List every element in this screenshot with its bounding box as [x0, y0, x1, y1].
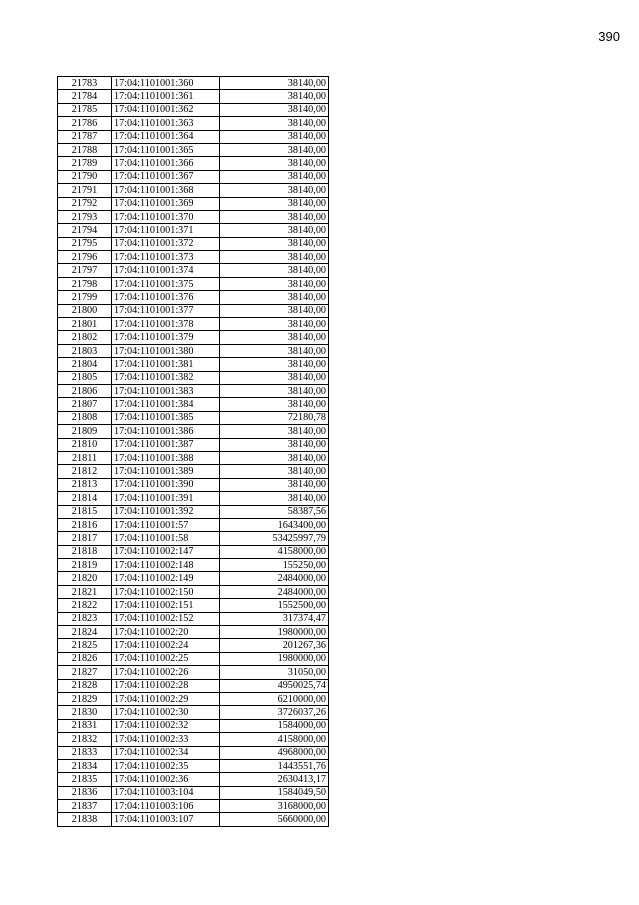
table-row: [58, 331, 329, 344]
cadastral-number-cell: 17:04:1101001:57: [112, 518, 220, 531]
cadastral-value-cell: 38140,00: [220, 398, 329, 411]
cadastral-number-cell: 17:04:1101001:381: [112, 358, 220, 371]
cadastral-number-cell: 17:04:1101002:150: [112, 585, 220, 598]
row-number-cell: 21809: [58, 425, 112, 438]
row-number-cell: 21810: [58, 438, 112, 451]
table-row: [58, 398, 329, 411]
table-row: [58, 251, 329, 264]
cadastral-number-cell: 17:04:1101001:373: [112, 251, 220, 264]
cadastral-number-cell: 17:04:1101001:363: [112, 117, 220, 130]
table-row: [58, 264, 329, 277]
table-row: [58, 344, 329, 357]
cadastral-value-cell: 53425997,79: [220, 532, 329, 545]
cadastral-number-cell: 17:04:1101001:384: [112, 398, 220, 411]
cadastral-number-cell: 17:04:1101002:25: [112, 652, 220, 665]
table-row: [58, 184, 329, 197]
row-number-cell: 21816: [58, 518, 112, 531]
table-row: [58, 759, 329, 772]
cadastral-value-cell: 2484000,00: [220, 572, 329, 585]
cadastral-value-cell: 38140,00: [220, 318, 329, 331]
table-row: [58, 572, 329, 585]
cadastral-number-cell: 17:04:1101001:388: [112, 451, 220, 464]
table-row: [58, 626, 329, 639]
row-number-cell: 21796: [58, 251, 112, 264]
cadastral-value-cell: 58387,56: [220, 505, 329, 518]
cadastral-number-cell: 17:04:1101001:371: [112, 224, 220, 237]
row-number-cell: 21786: [58, 117, 112, 130]
table-row: [58, 719, 329, 732]
row-number-cell: 21793: [58, 210, 112, 223]
row-number-cell: 21824: [58, 626, 112, 639]
table-row: [58, 532, 329, 545]
cadastral-value-cell: 72180,78: [220, 411, 329, 424]
cadastral-number-cell: 17:04:1101002:148: [112, 559, 220, 572]
table-row: [58, 706, 329, 719]
cadastral-number-cell: 17:04:1101003:104: [112, 786, 220, 799]
table-row: [58, 130, 329, 143]
row-number-cell: 21819: [58, 559, 112, 572]
cadastral-value-cell: 38140,00: [220, 130, 329, 143]
row-number-cell: 21794: [58, 224, 112, 237]
cadastral-number-cell: 17:04:1101001:362: [112, 103, 220, 116]
cadastral-number-cell: 17:04:1101002:151: [112, 599, 220, 612]
row-number-cell: 21811: [58, 451, 112, 464]
row-number-cell: 21799: [58, 291, 112, 304]
row-number-cell: 21791: [58, 184, 112, 197]
cadastral-value-cell: 1980000,00: [220, 652, 329, 665]
cadastral-value-cell: 38140,00: [220, 197, 329, 210]
cadastral-value-cell: 38140,00: [220, 492, 329, 505]
cadastral-value-cell: 38140,00: [220, 465, 329, 478]
row-number-cell: 21836: [58, 786, 112, 799]
table-row: [58, 117, 329, 130]
cadastral-number-cell: 17:04:1101002:26: [112, 666, 220, 679]
cadastral-value-cell: 38140,00: [220, 210, 329, 223]
row-number-cell: 21808: [58, 411, 112, 424]
row-number-cell: 21805: [58, 371, 112, 384]
cadastral-number-cell: 17:04:1101001:372: [112, 237, 220, 250]
row-number-cell: 21826: [58, 652, 112, 665]
table-row: [58, 492, 329, 505]
cadastral-number-cell: 17:04:1101001:368: [112, 184, 220, 197]
table-row: [58, 559, 329, 572]
cadastral-value-cell: 31050,00: [220, 666, 329, 679]
table-row: [58, 411, 329, 424]
cadastral-value-cell: 4950025,74: [220, 679, 329, 692]
cadastral-value-cell: 38140,00: [220, 77, 329, 90]
cadastral-number-cell: 17:04:1101001:374: [112, 264, 220, 277]
cadastral-value-cell: 38140,00: [220, 103, 329, 116]
cadastral-value-cell: 38140,00: [220, 384, 329, 397]
cadastral-number-cell: 17:04:1101001:367: [112, 170, 220, 183]
page-number: 390: [598, 29, 620, 44]
row-number-cell: 21800: [58, 304, 112, 317]
table-row: [58, 505, 329, 518]
cadastral-value-cell: 38140,00: [220, 117, 329, 130]
row-number-cell: 21834: [58, 759, 112, 772]
cadastral-value-cell: 1584000,00: [220, 719, 329, 732]
row-number-cell: 21831: [58, 719, 112, 732]
row-number-cell: 21804: [58, 358, 112, 371]
cadastral-number-cell: 17:04:1101001:361: [112, 90, 220, 103]
row-number-cell: 21837: [58, 800, 112, 813]
cadastral-value-cell: 2630413,17: [220, 773, 329, 786]
table-row: [58, 371, 329, 384]
table-row: [58, 612, 329, 625]
table-row: [58, 465, 329, 478]
table-row: [58, 237, 329, 250]
row-number-cell: 21827: [58, 666, 112, 679]
table-row: [58, 666, 329, 679]
table-row: [58, 143, 329, 156]
table-row: [58, 224, 329, 237]
row-number-cell: 21830: [58, 706, 112, 719]
table-row: [58, 103, 329, 116]
row-number-cell: 21817: [58, 532, 112, 545]
cadastral-value-cell: 201267,36: [220, 639, 329, 652]
row-number-cell: 21823: [58, 612, 112, 625]
table-row: [58, 746, 329, 759]
cadastral-number-cell: 17:04:1101001:392: [112, 505, 220, 518]
cadastral-value-cell: 38140,00: [220, 291, 329, 304]
table-row: [58, 518, 329, 531]
cadastral-number-cell: 17:04:1101001:360: [112, 77, 220, 90]
row-number-cell: 21784: [58, 90, 112, 103]
cadastral-value-cell: 3726037,26: [220, 706, 329, 719]
cadastral-number-cell: 17:04:1101001:385: [112, 411, 220, 424]
cadastral-value-cell: 38140,00: [220, 184, 329, 197]
row-number-cell: 21807: [58, 398, 112, 411]
row-number-cell: 21785: [58, 103, 112, 116]
table-row: [58, 197, 329, 210]
table-row: [58, 90, 329, 103]
cadastral-number-cell: 17:04:1101001:387: [112, 438, 220, 451]
row-number-cell: 21783: [58, 77, 112, 90]
cadastral-number-cell: 17:04:1101001:376: [112, 291, 220, 304]
row-number-cell: 21815: [58, 505, 112, 518]
cadastral-value-cell: 38140,00: [220, 451, 329, 464]
cadastral-number-cell: 17:04:1101001:366: [112, 157, 220, 170]
table-row: [58, 652, 329, 665]
cadastral-value-cell: 4968000,00: [220, 746, 329, 759]
cadastral-value-cell: 38140,00: [220, 358, 329, 371]
table-row: [58, 813, 329, 826]
cadastral-value-cell: 38140,00: [220, 251, 329, 264]
table-row: [58, 639, 329, 652]
cadastral-number-cell: 17:04:1101001:379: [112, 331, 220, 344]
cadastral-value-cell: 38140,00: [220, 331, 329, 344]
table-row: [58, 585, 329, 598]
cadastral-number-cell: 17:04:1101001:378: [112, 318, 220, 331]
table-row: [58, 786, 329, 799]
table-row: [58, 170, 329, 183]
row-number-cell: 21789: [58, 157, 112, 170]
table-row: [58, 545, 329, 558]
row-number-cell: 21801: [58, 318, 112, 331]
row-number-cell: 21798: [58, 277, 112, 290]
cadastral-number-cell: 17:04:1101002:35: [112, 759, 220, 772]
cadastral-value-cell: 38140,00: [220, 143, 329, 156]
cadastral-number-cell: 17:04:1101002:147: [112, 545, 220, 558]
cadastral-value-cell: 38140,00: [220, 478, 329, 491]
table-row: [58, 425, 329, 438]
row-number-cell: 21835: [58, 773, 112, 786]
table-row: [58, 679, 329, 692]
cadastral-value-cell: 1643400,00: [220, 518, 329, 531]
table-row: [58, 800, 329, 813]
cadastral-number-cell: 17:04:1101001:389: [112, 465, 220, 478]
row-number-cell: 21797: [58, 264, 112, 277]
cadastral-number-cell: 17:04:1101001:364: [112, 130, 220, 143]
cadastral-value-cell: 2484000,00: [220, 585, 329, 598]
cadastral-value-cell: 38140,00: [220, 277, 329, 290]
cadastral-number-cell: 17:04:1101002:30: [112, 706, 220, 719]
cadastral-value-cell: 38140,00: [220, 237, 329, 250]
row-number-cell: 21802: [58, 331, 112, 344]
row-number-cell: 21829: [58, 692, 112, 705]
cadastral-value-cell: 6210000,00: [220, 692, 329, 705]
cadastral-number-cell: 17:04:1101002:36: [112, 773, 220, 786]
table-row: [58, 438, 329, 451]
cadastral-number-cell: 17:04:1101003:107: [112, 813, 220, 826]
table-row: [58, 478, 329, 491]
cadastral-value-cell: 38140,00: [220, 224, 329, 237]
cadastral-value-cell: 1584049,50: [220, 786, 329, 799]
cadastral-value-cell: 1443551,76: [220, 759, 329, 772]
table-row: [58, 210, 329, 223]
cadastral-number-cell: 17:04:1101001:390: [112, 478, 220, 491]
cadastral-value-cell: 1552500,00: [220, 599, 329, 612]
cadastral-number-cell: 17:04:1101002:29: [112, 692, 220, 705]
table-row: [58, 773, 329, 786]
row-number-cell: 21833: [58, 746, 112, 759]
cadastral-number-cell: 17:04:1101002:32: [112, 719, 220, 732]
cadastral-number-cell: 17:04:1101002:20: [112, 626, 220, 639]
table-row: [58, 304, 329, 317]
row-number-cell: 21790: [58, 170, 112, 183]
cadastral-number-cell: 17:04:1101002:24: [112, 639, 220, 652]
table-row: [58, 451, 329, 464]
cadastral-number-cell: 17:04:1101002:152: [112, 612, 220, 625]
cadastral-value-cell: 155250,00: [220, 559, 329, 572]
cadastral-value-cell: 38140,00: [220, 90, 329, 103]
row-number-cell: 21838: [58, 813, 112, 826]
cadastral-number-cell: 17:04:1101001:383: [112, 384, 220, 397]
cadastral-value-cell: 317374,47: [220, 612, 329, 625]
table-row: [58, 358, 329, 371]
row-number-cell: 21812: [58, 465, 112, 478]
row-number-cell: 21828: [58, 679, 112, 692]
cadastral-number-cell: 17:04:1101003:106: [112, 800, 220, 813]
cadastral-number-cell: 17:04:1101001:58: [112, 532, 220, 545]
row-number-cell: 21787: [58, 130, 112, 143]
cadastral-value-cell: 3168000,00: [220, 800, 329, 813]
table-row: [58, 277, 329, 290]
row-number-cell: 21822: [58, 599, 112, 612]
cadastral-number-cell: 17:04:1101001:377: [112, 304, 220, 317]
row-number-cell: 21821: [58, 585, 112, 598]
cadastral-value-cell: 38140,00: [220, 264, 329, 277]
row-number-cell: 21820: [58, 572, 112, 585]
table-row: [58, 692, 329, 705]
table-row: [58, 733, 329, 746]
table-row: [58, 291, 329, 304]
cadastral-number-cell: 17:04:1101002:149: [112, 572, 220, 585]
cadastral-value-cell: 38140,00: [220, 425, 329, 438]
row-number-cell: 21803: [58, 344, 112, 357]
cadastral-number-cell: 17:04:1101002:33: [112, 733, 220, 746]
row-number-cell: 21806: [58, 384, 112, 397]
cadastral-value-cell: 5660000,00: [220, 813, 329, 826]
cadastral-value-cell: 38140,00: [220, 344, 329, 357]
cadastral-number-cell: 17:04:1101001:391: [112, 492, 220, 505]
table-row: [58, 77, 329, 90]
row-number-cell: 21818: [58, 545, 112, 558]
cadastral-value-cell: 38140,00: [220, 438, 329, 451]
cadastral-number-cell: 17:04:1101001:386: [112, 425, 220, 438]
cadastral-number-cell: 17:04:1101001:380: [112, 344, 220, 357]
cadastral-value-cell: 38140,00: [220, 157, 329, 170]
table-row: [58, 599, 329, 612]
cadastral-value-cell: 4158000,00: [220, 545, 329, 558]
row-number-cell: 21788: [58, 143, 112, 156]
cadastral-number-cell: 17:04:1101001:375: [112, 277, 220, 290]
cadastral-value-cell: 38140,00: [220, 170, 329, 183]
table-body: [58, 77, 329, 827]
cadastral-value-cell: 1980000,00: [220, 626, 329, 639]
row-number-cell: 21825: [58, 639, 112, 652]
cadastral-value-table: [57, 76, 329, 827]
table-row: [58, 384, 329, 397]
row-number-cell: 21795: [58, 237, 112, 250]
cadastral-number-cell: 17:04:1101002:28: [112, 679, 220, 692]
table-row: [58, 157, 329, 170]
row-number-cell: 21814: [58, 492, 112, 505]
cadastral-number-cell: 17:04:1101001:369: [112, 197, 220, 210]
cadastral-number-cell: 17:04:1101001:370: [112, 210, 220, 223]
cadastral-number-cell: 17:04:1101002:34: [112, 746, 220, 759]
row-number-cell: 21792: [58, 197, 112, 210]
cadastral-number-cell: 17:04:1101001:382: [112, 371, 220, 384]
row-number-cell: 21832: [58, 733, 112, 746]
cadastral-value-cell: 38140,00: [220, 371, 329, 384]
table-row: [58, 318, 329, 331]
row-number-cell: 21813: [58, 478, 112, 491]
cadastral-number-cell: 17:04:1101001:365: [112, 143, 220, 156]
cadastral-value-cell: 38140,00: [220, 304, 329, 317]
cadastral-value-cell: 4158000,00: [220, 733, 329, 746]
